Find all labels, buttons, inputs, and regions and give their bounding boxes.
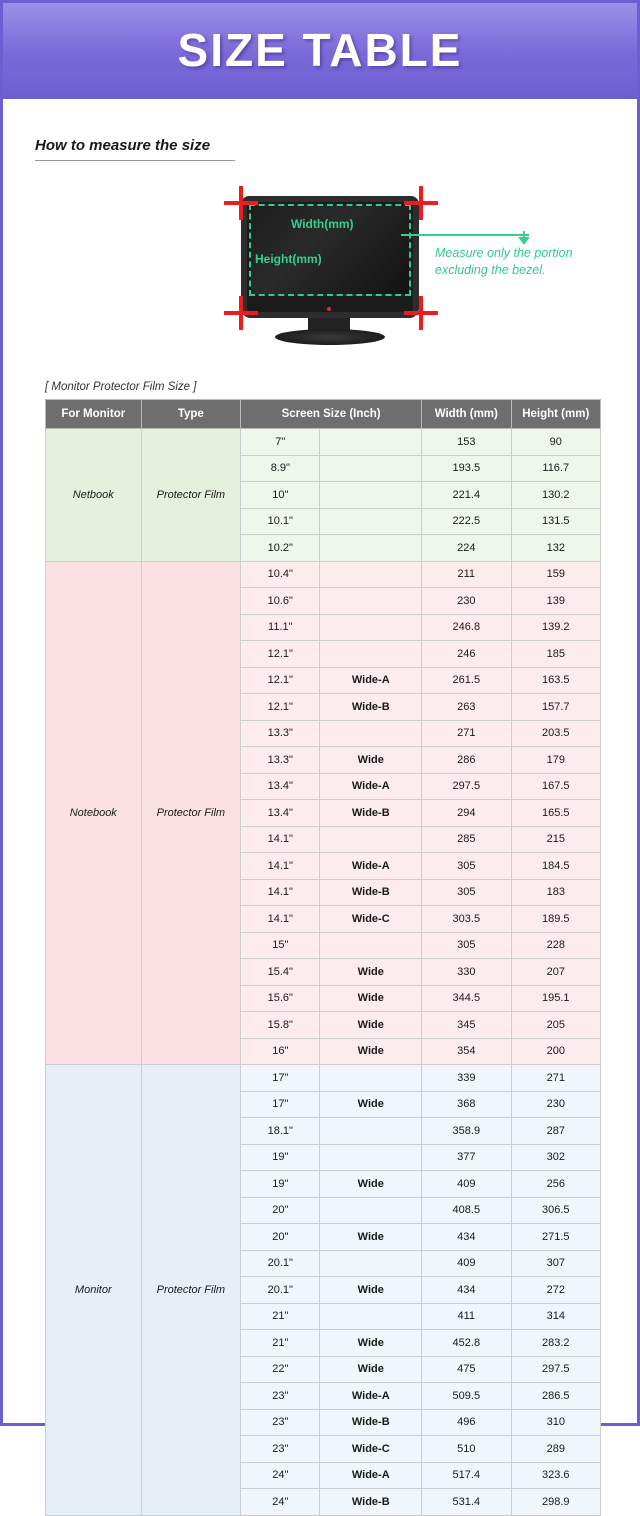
page-title: SIZE TABLE — [177, 23, 463, 76]
monitor-size-table — [45, 399, 601, 1516]
screen-variant-cell — [320, 482, 422, 509]
screen-inch-cell: 13.3" — [241, 747, 320, 774]
screen-inch-cell: 10.1" — [241, 508, 320, 535]
width-cell: 221.4 — [422, 482, 511, 509]
width-cell: 222.5 — [422, 508, 511, 535]
screen-inch-cell: 13.4" — [241, 773, 320, 800]
screen-inch-cell: 12.1" — [241, 641, 320, 668]
height-cell: 189.5 — [511, 906, 600, 933]
screen-inch-cell: 8.9" — [241, 455, 320, 482]
screen-variant-cell — [320, 1065, 422, 1092]
width-cell: 409 — [422, 1250, 511, 1277]
height-cell: 314 — [511, 1303, 600, 1330]
crosshair-bottom-right-icon — [404, 296, 438, 330]
screen-variant-cell: Wide — [320, 1224, 422, 1251]
height-cell: 307 — [511, 1250, 600, 1277]
screen-inch-cell: 10" — [241, 482, 320, 509]
height-cell: 297.5 — [511, 1356, 600, 1383]
height-cell: 302 — [511, 1144, 600, 1171]
height-cell: 271 — [511, 1065, 600, 1092]
type-cell: Protector Film — [141, 1065, 241, 1516]
crosshair-top-left-icon — [224, 186, 258, 220]
screen-inch-cell: 11.1" — [241, 614, 320, 641]
category-cell: Notebook — [46, 561, 142, 1065]
height-cell: 205 — [511, 1012, 600, 1039]
height-cell: 323.6 — [511, 1462, 600, 1489]
height-cell: 184.5 — [511, 853, 600, 880]
width-cell: 246 — [422, 641, 511, 668]
screen-inch-cell: 24" — [241, 1489, 320, 1516]
screen-variant-cell — [320, 641, 422, 668]
screen-variant-cell — [320, 932, 422, 959]
screen-inch-cell: 20.1" — [241, 1277, 320, 1304]
category-cell: Monitor — [46, 1065, 142, 1516]
screen-inch-cell: 23" — [241, 1436, 320, 1463]
category-cell: Netbook — [46, 429, 142, 562]
height-cell: 183 — [511, 879, 600, 906]
measurement-diagram — [3, 171, 640, 381]
table-caption: [ Monitor Protector Film Size ] — [45, 381, 197, 393]
screen-variant-cell — [320, 1197, 422, 1224]
screen-variant-cell: Wide — [320, 1330, 422, 1357]
screen-inch-cell: 14.1" — [241, 906, 320, 933]
screen-inch-cell: 20.1" — [241, 1250, 320, 1277]
width-cell: 286 — [422, 747, 511, 774]
type-cell: Protector Film — [141, 561, 241, 1065]
screen-variant-cell: Wide-B — [320, 1489, 422, 1516]
crosshair-top-right-icon — [404, 186, 438, 220]
screen-inch-cell: 10.4" — [241, 561, 320, 588]
table-row — [46, 561, 601, 588]
screen-variant-cell: Wide — [320, 1356, 422, 1383]
table-header-row — [46, 400, 601, 429]
screen-variant-cell: Wide — [320, 747, 422, 774]
screen-inch-cell: 23" — [241, 1409, 320, 1436]
height-cell: 228 — [511, 932, 600, 959]
width-cell: 354 — [422, 1038, 511, 1065]
screen-variant-cell: Wide — [320, 1277, 422, 1304]
width-cell: 246.8 — [422, 614, 511, 641]
screen-inch-cell: 16" — [241, 1038, 320, 1065]
screen-inch-cell: 21" — [241, 1303, 320, 1330]
height-cell: 215 — [511, 826, 600, 853]
screen-inch-cell: 7" — [241, 429, 320, 456]
width-cell: 510 — [422, 1436, 511, 1463]
width-cell: 193.5 — [422, 455, 511, 482]
height-cell: 167.5 — [511, 773, 600, 800]
col-width: Width (mm) — [422, 400, 511, 429]
width-cell: 224 — [422, 535, 511, 562]
screen-inch-cell: 13.4" — [241, 800, 320, 827]
screen-variant-cell — [320, 1303, 422, 1330]
screen-variant-cell: Wide — [320, 985, 422, 1012]
screen-variant-cell: Wide — [320, 1091, 422, 1118]
width-cell: 303.5 — [422, 906, 511, 933]
width-cell: 263 — [422, 694, 511, 721]
col-height: Height (mm) — [511, 400, 600, 429]
screen-inch-cell: 14.1" — [241, 853, 320, 880]
width-cell: 409 — [422, 1171, 511, 1198]
height-cell: 195.1 — [511, 985, 600, 1012]
height-cell: 90 — [511, 429, 600, 456]
height-cell: 131.5 — [511, 508, 600, 535]
width-cell: 271 — [422, 720, 511, 747]
height-cell: 256 — [511, 1171, 600, 1198]
page-header — [3, 3, 637, 99]
screen-variant-cell — [320, 535, 422, 562]
screen-inch-cell: 10.6" — [241, 588, 320, 615]
screen-inch-cell: 15.4" — [241, 959, 320, 986]
col-type: Type — [141, 400, 241, 429]
screen-variant-cell: Wide-A — [320, 1462, 422, 1489]
screen-inch-cell: 17" — [241, 1065, 320, 1092]
screen-inch-cell: 15.8" — [241, 1012, 320, 1039]
height-cell: 289 — [511, 1436, 600, 1463]
power-led-icon — [327, 307, 331, 311]
height-cell: 306.5 — [511, 1197, 600, 1224]
crosshair-bottom-left-icon — [224, 296, 258, 330]
height-label: Height(mm) — [255, 252, 322, 266]
width-cell: 475 — [422, 1356, 511, 1383]
width-cell: 261.5 — [422, 667, 511, 694]
height-cell: 200 — [511, 1038, 600, 1065]
screen-inch-cell: 21" — [241, 1330, 320, 1357]
height-cell: 207 — [511, 959, 600, 986]
height-cell: 230 — [511, 1091, 600, 1118]
height-cell: 163.5 — [511, 667, 600, 694]
height-cell: 283.2 — [511, 1330, 600, 1357]
width-cell: 496 — [422, 1409, 511, 1436]
screen-variant-cell: Wide-C — [320, 906, 422, 933]
height-cell: 139 — [511, 588, 600, 615]
table-header — [46, 400, 601, 429]
screen-variant-cell — [320, 561, 422, 588]
screen-variant-cell — [320, 826, 422, 853]
type-cell: Protector Film — [141, 429, 241, 562]
width-cell: 297.5 — [422, 773, 511, 800]
width-cell: 344.5 — [422, 985, 511, 1012]
screen-variant-cell: Wide-A — [320, 1383, 422, 1410]
screen-variant-cell — [320, 455, 422, 482]
table-row — [46, 429, 601, 456]
width-cell: 408.5 — [422, 1197, 511, 1224]
width-cell: 211 — [422, 561, 511, 588]
screen-inch-cell: 18.1" — [241, 1118, 320, 1145]
width-cell: 339 — [422, 1065, 511, 1092]
screen-inch-cell: 19" — [241, 1144, 320, 1171]
height-cell: 179 — [511, 747, 600, 774]
howto-heading — [35, 137, 235, 161]
table-body — [46, 429, 601, 1516]
screen-variant-cell: Wide-A — [320, 853, 422, 880]
screen-variant-cell: Wide — [320, 1171, 422, 1198]
height-cell: 298.9 — [511, 1489, 600, 1516]
screen-variant-cell — [320, 429, 422, 456]
width-cell: 294 — [422, 800, 511, 827]
table-row — [46, 1065, 601, 1092]
screen-variant-cell — [320, 614, 422, 641]
width-cell: 358.9 — [422, 1118, 511, 1145]
screen-variant-cell: Wide-B — [320, 1409, 422, 1436]
width-cell: 285 — [422, 826, 511, 853]
screen-inch-cell: 20" — [241, 1224, 320, 1251]
howto-heading-label: How to measure the size — [35, 137, 235, 161]
width-cell: 345 — [422, 1012, 511, 1039]
width-cell: 305 — [422, 853, 511, 880]
screen-variant-cell: Wide-B — [320, 694, 422, 721]
height-cell: 157.7 — [511, 694, 600, 721]
screen-inch-cell: 22" — [241, 1356, 320, 1383]
screen-variant-cell: Wide — [320, 1012, 422, 1039]
screen-inch-cell: 23" — [241, 1383, 320, 1410]
width-cell: 434 — [422, 1277, 511, 1304]
width-cell: 368 — [422, 1091, 511, 1118]
height-cell: 165.5 — [511, 800, 600, 827]
screen-inch-cell: 20" — [241, 1197, 320, 1224]
screen-variant-cell: Wide-C — [320, 1436, 422, 1463]
width-cell: 411 — [422, 1303, 511, 1330]
screen-inch-cell: 15.6" — [241, 985, 320, 1012]
screen-variant-cell: Wide-A — [320, 773, 422, 800]
width-cell: 434 — [422, 1224, 511, 1251]
screen-inch-cell: 14.1" — [241, 826, 320, 853]
col-for-monitor: For Monitor — [46, 400, 142, 429]
height-cell: 159 — [511, 561, 600, 588]
screen-inch-cell: 17" — [241, 1091, 320, 1118]
screen-variant-cell — [320, 508, 422, 535]
screen-variant-cell: Wide-B — [320, 879, 422, 906]
screen-inch-cell: 12.1" — [241, 694, 320, 721]
screen-variant-cell — [320, 588, 422, 615]
height-cell: 203.5 — [511, 720, 600, 747]
width-cell: 305 — [422, 879, 511, 906]
height-cell: 132 — [511, 535, 600, 562]
screen-inch-cell: 13.3" — [241, 720, 320, 747]
height-cell: 286.5 — [511, 1383, 600, 1410]
screen-inch-cell: 19" — [241, 1171, 320, 1198]
height-cell: 310 — [511, 1409, 600, 1436]
screen-variant-cell: Wide — [320, 1038, 422, 1065]
screen-variant-cell — [320, 1144, 422, 1171]
screen-inch-cell: 14.1" — [241, 879, 320, 906]
height-cell: 272 — [511, 1277, 600, 1304]
screen-variant-cell — [320, 1118, 422, 1145]
width-label: Width(mm) — [291, 217, 354, 231]
width-cell: 305 — [422, 932, 511, 959]
bezel-note: Measure only the portion excluding the bezel. — [435, 246, 573, 277]
height-cell: 271.5 — [511, 1224, 600, 1251]
screen-variant-cell — [320, 1250, 422, 1277]
screen-variant-cell: Wide — [320, 959, 422, 986]
width-cell: 531.4 — [422, 1489, 511, 1516]
monitor-base-icon — [275, 329, 385, 345]
screen-variant-cell: Wide-A — [320, 667, 422, 694]
height-cell: 185 — [511, 641, 600, 668]
screen-inch-cell: 12.1" — [241, 667, 320, 694]
height-cell: 130.2 — [511, 482, 600, 509]
height-cell: 139.2 — [511, 614, 600, 641]
width-cell: 517.4 — [422, 1462, 511, 1489]
screen-inch-cell: 15" — [241, 932, 320, 959]
callout-arrow-icon — [518, 237, 530, 245]
width-cell: 330 — [422, 959, 511, 986]
screen-inch-cell: 10.2" — [241, 535, 320, 562]
width-cell: 509.5 — [422, 1383, 511, 1410]
height-cell: 116.7 — [511, 455, 600, 482]
screen-variant-cell — [320, 720, 422, 747]
height-cell: 287 — [511, 1118, 600, 1145]
width-cell: 377 — [422, 1144, 511, 1171]
width-cell: 230 — [422, 588, 511, 615]
screen-variant-cell: Wide-B — [320, 800, 422, 827]
callout-line — [401, 234, 529, 236]
width-cell: 452.8 — [422, 1330, 511, 1357]
width-cell: 153 — [422, 429, 511, 456]
col-screen-size: Screen Size (Inch) — [241, 400, 422, 429]
screen-inch-cell: 24" — [241, 1462, 320, 1489]
